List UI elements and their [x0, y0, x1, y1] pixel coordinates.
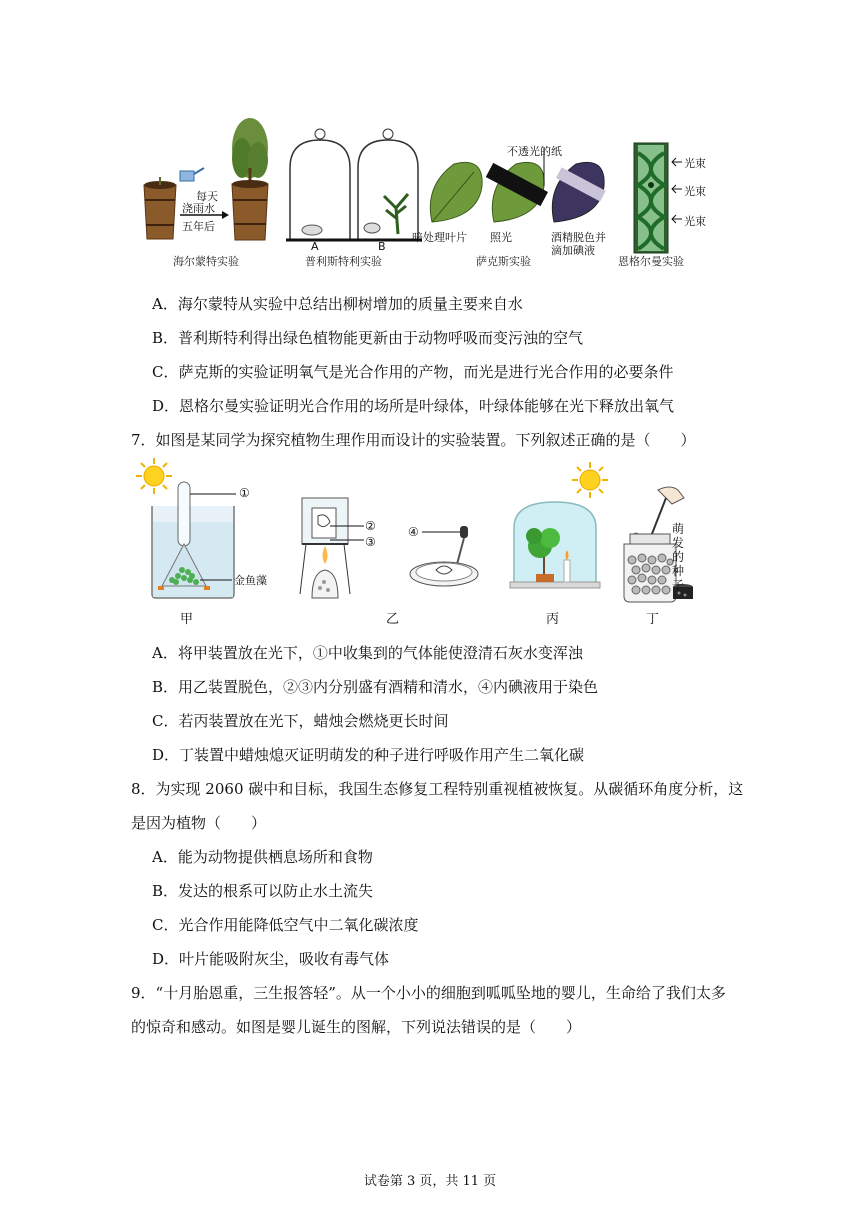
- beam-label-1: 光束: [684, 157, 706, 170]
- caption-priestley: 普利斯特利实验: [305, 255, 382, 268]
- caption-jia: 甲: [180, 612, 194, 627]
- dark-leaf-label: 暗处理叶片: [412, 231, 467, 244]
- q8-stem-line2: 是因为植物（ ）: [131, 814, 267, 832]
- opaque-paper-label: 不透光的纸: [507, 145, 562, 158]
- mark-4: ④: [408, 525, 419, 539]
- apparatus-yi: [298, 494, 364, 604]
- watering-can-icon: [176, 165, 206, 187]
- q9-stem-line2: 的惊奇和感动。如图是婴儿诞生的图解，下列说法错误的是（ ）: [131, 1018, 582, 1036]
- alcohol-label-1: 酒精脱色并: [551, 231, 606, 244]
- beam-label-3: 光束: [684, 215, 706, 228]
- helmont-label-2: 浇雨水: [182, 202, 215, 215]
- light-beam-arrows: [670, 155, 684, 225]
- mark-1: ①: [239, 486, 250, 500]
- goldfish-weed-label: 金鱼藻: [234, 574, 267, 587]
- pointer-line-weed: [200, 578, 234, 582]
- bell-jar-b-label: B: [378, 240, 386, 253]
- caption-yi: 乙: [386, 612, 400, 627]
- page-footer: 试卷第 3 页，共 11 页: [363, 1174, 497, 1189]
- q6-option-c: C．萨克斯的实验证明氧气是光合作用的产物，而光是进行光合作用的必要条件: [152, 363, 674, 381]
- helmont-tree-after: [226, 118, 274, 244]
- pointer-line-1: [190, 492, 240, 496]
- mark-3: ③: [365, 535, 376, 549]
- q7-stem: 7．如图是某同学为探究植物生理作用而设计的实验装置。下列叙述正确的是（ ）: [131, 431, 696, 449]
- q6-option-d: D．恩格尔曼实验证明光合作用的场所是叶绿体，叶绿体能够在光下释放出氧气: [152, 397, 675, 415]
- seed-label: 萌 发 的 种 子: [672, 522, 685, 592]
- apparatus-jia: [148, 482, 238, 600]
- arrow-icon: [180, 210, 230, 220]
- q8-option-b: B．发达的根系可以防止水土流失: [152, 882, 374, 900]
- q7-option-a: A．将甲装置放在光下，①中收集到的气体能使澄清石灰水变浑浊: [152, 644, 583, 662]
- q7-option-b: B．用乙装置脱色，②③内分别盛有酒精和清水，④内碘液用于染色: [152, 678, 599, 696]
- q8-option-d: D．叶片能吸附灰尘，吸收有毒气体: [152, 950, 390, 968]
- caption-sachs: 萨克斯实验: [476, 255, 531, 268]
- priestley-bell-jars: [286, 128, 422, 246]
- helmont-barrel-before: [140, 175, 180, 245]
- sun-icon: [572, 462, 608, 498]
- q7-option-c: C．若丙装置放在光下，蜡烛会燃烧更长时间: [152, 712, 449, 730]
- caption-engelmann: 恩格尔曼实验: [618, 255, 684, 268]
- q7-option-d: D．丁装置中蜡烛熄灭证明萌发的种子进行呼吸作用产生二氧化碳: [152, 746, 585, 764]
- q6-option-a: A．海尔蒙特从实验中总结出柳树增加的质量主要来自水: [152, 295, 523, 313]
- mark-2: ②: [365, 519, 376, 533]
- illuminate-label: 照光: [490, 231, 512, 244]
- apparatus-bing: [510, 498, 600, 590]
- sachs-leaves: [424, 156, 610, 232]
- beam-label-2: 光束: [684, 185, 706, 198]
- q9-stem-line1: 9．“十月胎恩重，三生报答轻”。从一个小小的细胞到呱呱坠地的婴儿，生命给了我们太多: [131, 984, 726, 1002]
- bell-jar-a-label: A: [311, 240, 319, 253]
- q8-option-a: A．能为动物提供栖息场所和食物: [152, 848, 373, 866]
- q8-stem-line1: 8．为实现 2060 碳中和目标，我国生态修复工程特别重视植被恢复。从碳循环角度分析，这: [131, 780, 744, 798]
- caption-ding: 丁: [646, 612, 660, 627]
- petri-dish-dropper: [404, 522, 484, 592]
- q8-option-c: C．光合作用能降低空气中二氧化碳浓度: [152, 916, 419, 934]
- caption-bing: 丙: [546, 612, 560, 627]
- pointer-lines-2-3: [330, 524, 366, 544]
- helmont-label-3: 五年后: [182, 220, 215, 233]
- caption-helmont: 海尔蒙特实验: [173, 255, 239, 268]
- engelmann-algae: [632, 143, 670, 253]
- q6-option-b: B．普利斯特利得出绿色植物能更新由于动物呼吸而变污浊的空气: [152, 329, 584, 347]
- alcohol-label-2: 滴加碘液: [551, 244, 595, 257]
- helmont-label-1: 每天: [196, 190, 218, 203]
